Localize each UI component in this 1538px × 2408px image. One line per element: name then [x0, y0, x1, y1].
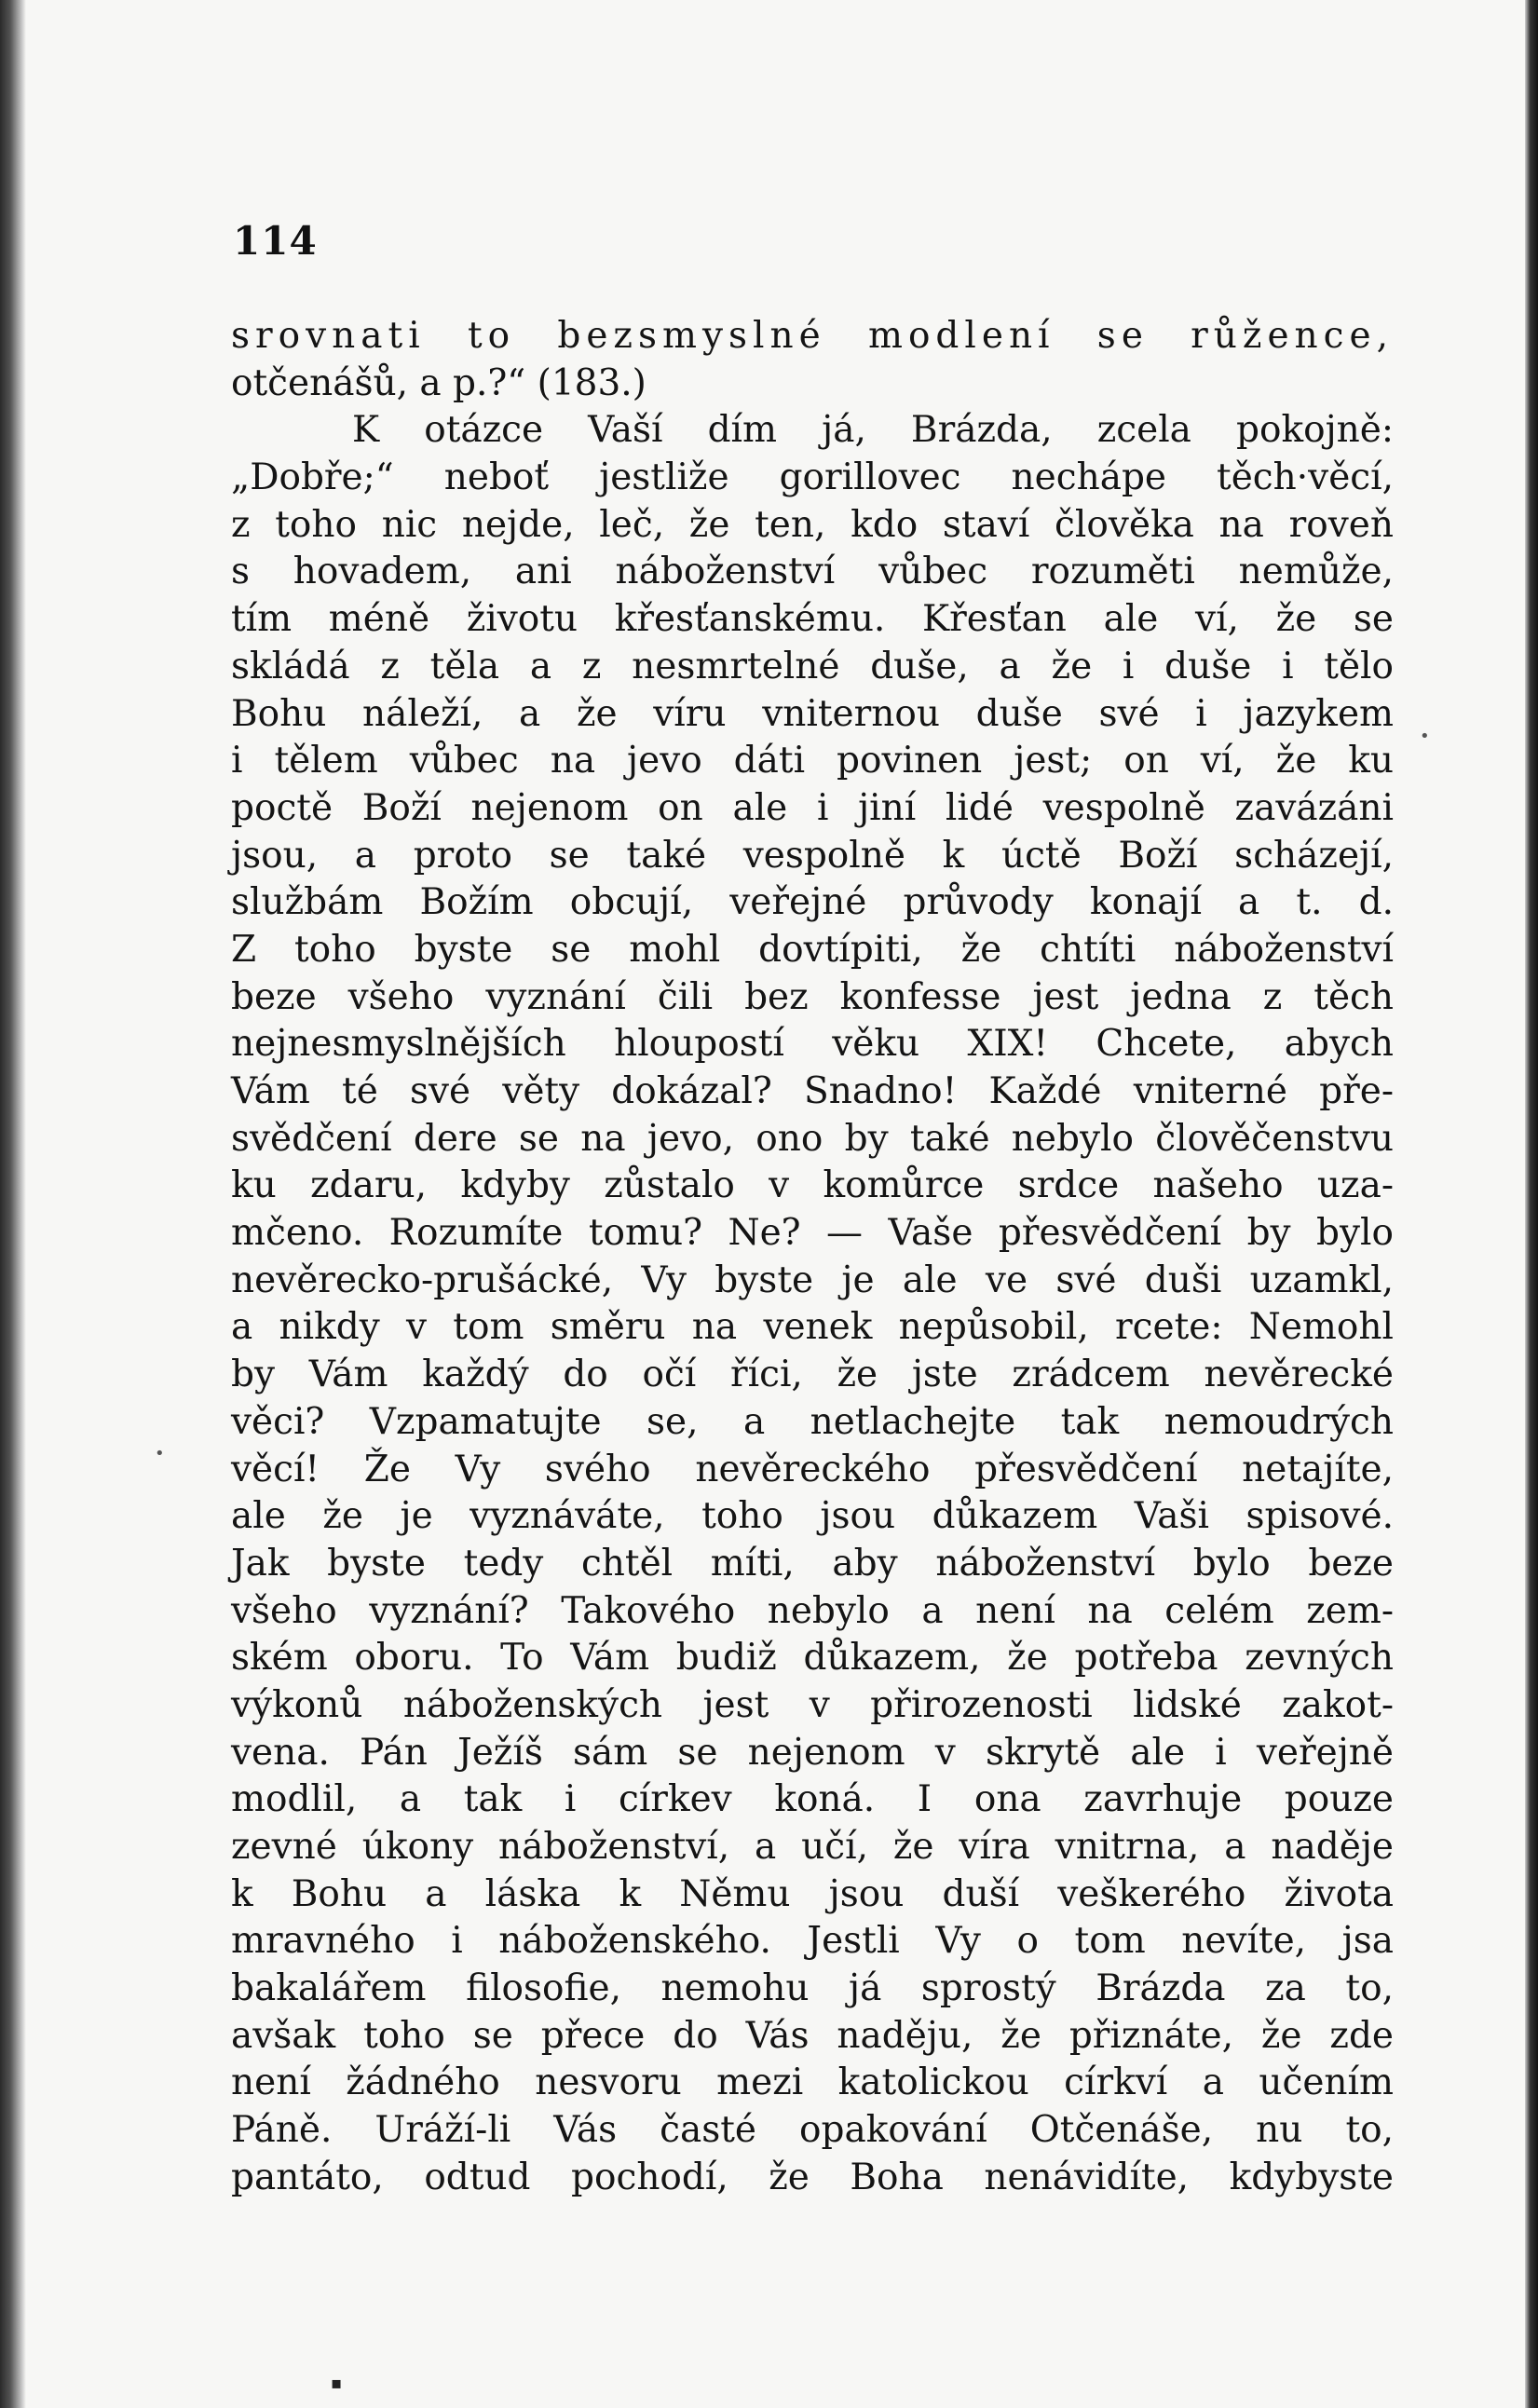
text-line: jsou, a proto se také vespolně k úctě Boží scházejí, — [231, 834, 1394, 877]
text-line: otčenášů, a p.?“ (183.) — [231, 361, 647, 404]
text-line: nejnesmyslnějších hloupostí věku XIX! Chcete, abych — [231, 1023, 1394, 1066]
text-line: a nikdy v tom směru na venek nepůsobil, rcete: Nemohl — [231, 1306, 1394, 1349]
text-line: avšak toho se přece do Vás naděju, že přiznáte, že zde — [231, 2014, 1394, 2057]
text-line: k Bohu a láska k Němu jsou duší veškerého života — [231, 1872, 1394, 1915]
text-line: nevěrecko-prušácké, Vy byste je ale ve své duši uzamkl, — [231, 1258, 1394, 1301]
text-line: výkonů náboženských jest v přirozenosti lidské zakot- — [231, 1683, 1394, 1726]
text-line: tím méně životu křesťanskému. Křesťan ale ví, že se — [231, 598, 1394, 641]
text-line: ském oboru. To Vám budiž důkazem, že potřeba zevných — [231, 1637, 1394, 1680]
speck-mark: • — [1420, 727, 1430, 746]
text-line: ale že je vyznáváte, toho jsou důkazem Vaši spisové. — [231, 1495, 1394, 1538]
text-line: zevné úkony náboženství, a učí, že víra vnitrna, a naděje — [231, 1826, 1394, 1868]
text-line: všeho vyznání? Takového nebylo a není na celém zem- — [231, 1589, 1394, 1632]
text-line: Z toho byste se mohl dovtípiti, že chtíti náboženství — [231, 928, 1394, 971]
text-line: mravného i náboženského. Jestli Vy o tom nevíte, jsa — [231, 1920, 1394, 1963]
text-line: Vám té své věty dokázal? Snadno! Každé vniterné pře- — [231, 1070, 1394, 1112]
text-line: K otázce Vaší dím já, Brázda, zcela pokojně: — [352, 409, 1394, 452]
text-line: službám Božím obcují, veřejné průvody konají a t. d. — [231, 881, 1394, 924]
text-line: srovnati to bezsmyslné modlení se růžence, — [231, 315, 1394, 357]
text-line: z toho nic nejde, leč, že ten, kdo staví člověka na roveň — [231, 503, 1394, 546]
text-line: skládá z těla a z nesmrtelné duše, a že i duše i tělo — [231, 645, 1394, 687]
text-line: modlil, a tak i církev koná. I ona zavrhuje pouze — [231, 1778, 1394, 1821]
text-line: svědčení dere se na jevo, ono by také nebylo člověčenstvu — [231, 1117, 1394, 1160]
text-line: i tělem vůbec na jevo dáti povinen jest; on ví, že ku — [231, 740, 1394, 782]
page-number: 114 — [233, 218, 318, 264]
page-left-shadow — [0, 0, 26, 2408]
text-line: bakalářem filosofie, nemohu já sprostý Brázda za to, — [231, 1967, 1394, 2010]
page-right-shadow — [1525, 0, 1538, 2408]
text-line: „Dobře;“ neboť jestliže gorillovec nechápe těch·věcí, — [231, 456, 1394, 499]
text-line: pantáto, odtud pochodí, že Boha nenávidíte, kdybyste — [231, 2156, 1394, 2198]
text-line: Páně. Uráží-li Vás časté opakování Otčenáše, nu to, — [231, 2109, 1394, 2152]
text-line: poctě Boží nejenom on ale i jiní lidé vespolně zavázáni — [231, 786, 1394, 829]
text-line: Jak byste tedy chtěl míti, aby náboženství bylo beze — [231, 1542, 1394, 1585]
text-line: mčeno. Rozumíte tomu? Ne? — Vaše přesvědčení by bylo — [231, 1212, 1394, 1255]
text-line: věcí! Že Vy svého nevěreckého přesvědčení netajíte, — [231, 1448, 1394, 1490]
text-line: Bohu náleží, a že víru vniternou duše své i jazykem — [231, 692, 1394, 735]
text-line: beze všeho vyznání čili bez konfesse jest jedna z těch — [231, 975, 1394, 1018]
speck-mark: ▪ — [331, 2374, 343, 2393]
text-line: by Vám každý do očí říci, že jste zrádcem nevěrecké — [231, 1354, 1394, 1396]
text-line: s hovadem, ani náboženství vůbec rozuměti nemůže, — [231, 551, 1394, 593]
body-text — [231, 313, 1394, 2202]
text-line: vena. Pán Ježíš sám se nejenom v skrytě ale i veřejně — [231, 1731, 1394, 1774]
text-line: není žádného nesvoru mezi katolickou církví a učením — [231, 2061, 1394, 2104]
speck-mark: • — [155, 1444, 165, 1463]
text-line: ku zdaru, kdyby zůstalo v komůrce srdce našeho uza- — [231, 1164, 1394, 1207]
text-line: věci? Vzpamatujte se, a netlachejte tak nemoudrých — [231, 1400, 1394, 1443]
